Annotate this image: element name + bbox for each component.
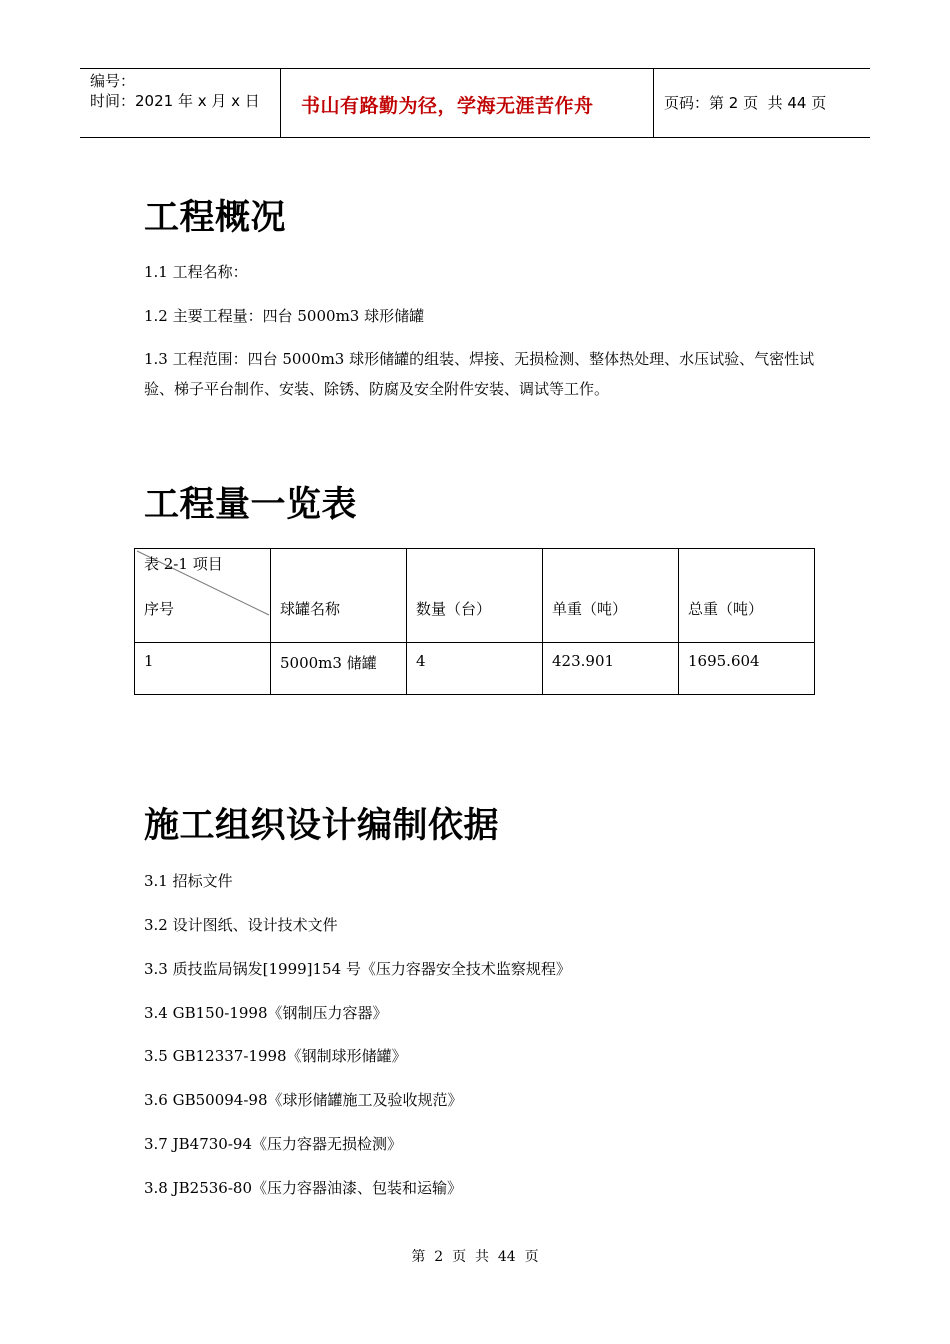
table-cell: 5000m3 储罐 [271, 643, 407, 695]
table-row [135, 643, 815, 695]
list-item: 3.7 JB4730-94《压力容器无损检测》 [144, 1135, 402, 1153]
list-item: 3.3 质技监局锅发[1999]154 号《压力容器安全技术监察规程》 [144, 960, 571, 978]
table-header-cell: 数量（台） [407, 549, 543, 643]
table-cell: 1 [135, 643, 271, 695]
header-motto-cell [281, 69, 654, 137]
diagonal-header-bottom: 序号 [144, 600, 175, 618]
footer-page-number: 第 2 页 共 44 页 [411, 1249, 539, 1265]
paragraph-project-scope: 1.3 工程范围：四台 5000m3 球形储罐的组装、焊接、无损检测、整体热处理、水压试验、气密性试验、梯子平台制作、安装、除锈、防腐及安全附件安装、调试等工作。 [144, 350, 815, 398]
header-motto: 书山有路勤为径，学海无涯苦作舟 [301, 95, 594, 117]
list-item: 3.8 JB2536-80《压力容器油漆、包装和运输》 [144, 1179, 462, 1197]
section-title-quantities: 工程量一览表 [144, 485, 358, 525]
table-header-cell: 总重（吨） [679, 549, 815, 643]
header-page-cell [654, 69, 870, 137]
table-cell: 4 [407, 643, 543, 695]
list-item: 3.2 设计图纸、设计技术文件 [144, 916, 338, 934]
paragraph-main-quantity: 1.2 主要工程量：四台 5000m3 球形储罐 [144, 307, 425, 325]
quantity-table [134, 548, 815, 695]
header-date: 时间：2021 年 x 月 x 日 [90, 92, 260, 110]
list-item: 3.5 GB12337-1998《钢制球形储罐》 [144, 1047, 407, 1065]
header-number: 编号： [90, 72, 136, 90]
section-title-overview: 工程概况 [144, 198, 287, 238]
list-item: 3.6 GB50094-98《球形储罐施工及验收规范》 [144, 1091, 463, 1109]
table-header-row [135, 549, 815, 643]
table-diagonal-header-cell [135, 549, 271, 643]
table-cell: 1695.604 [679, 643, 815, 695]
table-cell: 423.901 [543, 643, 679, 695]
table-header-cell: 单重（吨） [543, 549, 679, 643]
table-header-cell: 球罐名称 [271, 549, 407, 643]
page-footer [0, 1246, 950, 1266]
header-info-cell [80, 69, 281, 137]
diagonal-header-top: 表 2-1 项目 [144, 555, 223, 573]
list-item: 3.1 招标文件 [144, 872, 233, 890]
list-item: 3.4 GB150-1998《钢制压力容器》 [144, 1004, 388, 1022]
header-page-number: 页码：第 2 页 共 44 页 [664, 94, 827, 112]
section-title-basis: 施工组织设计编制依据 [144, 806, 500, 846]
paragraph-project-name: 1.1 工程名称： [144, 263, 248, 281]
page-header [80, 68, 870, 138]
